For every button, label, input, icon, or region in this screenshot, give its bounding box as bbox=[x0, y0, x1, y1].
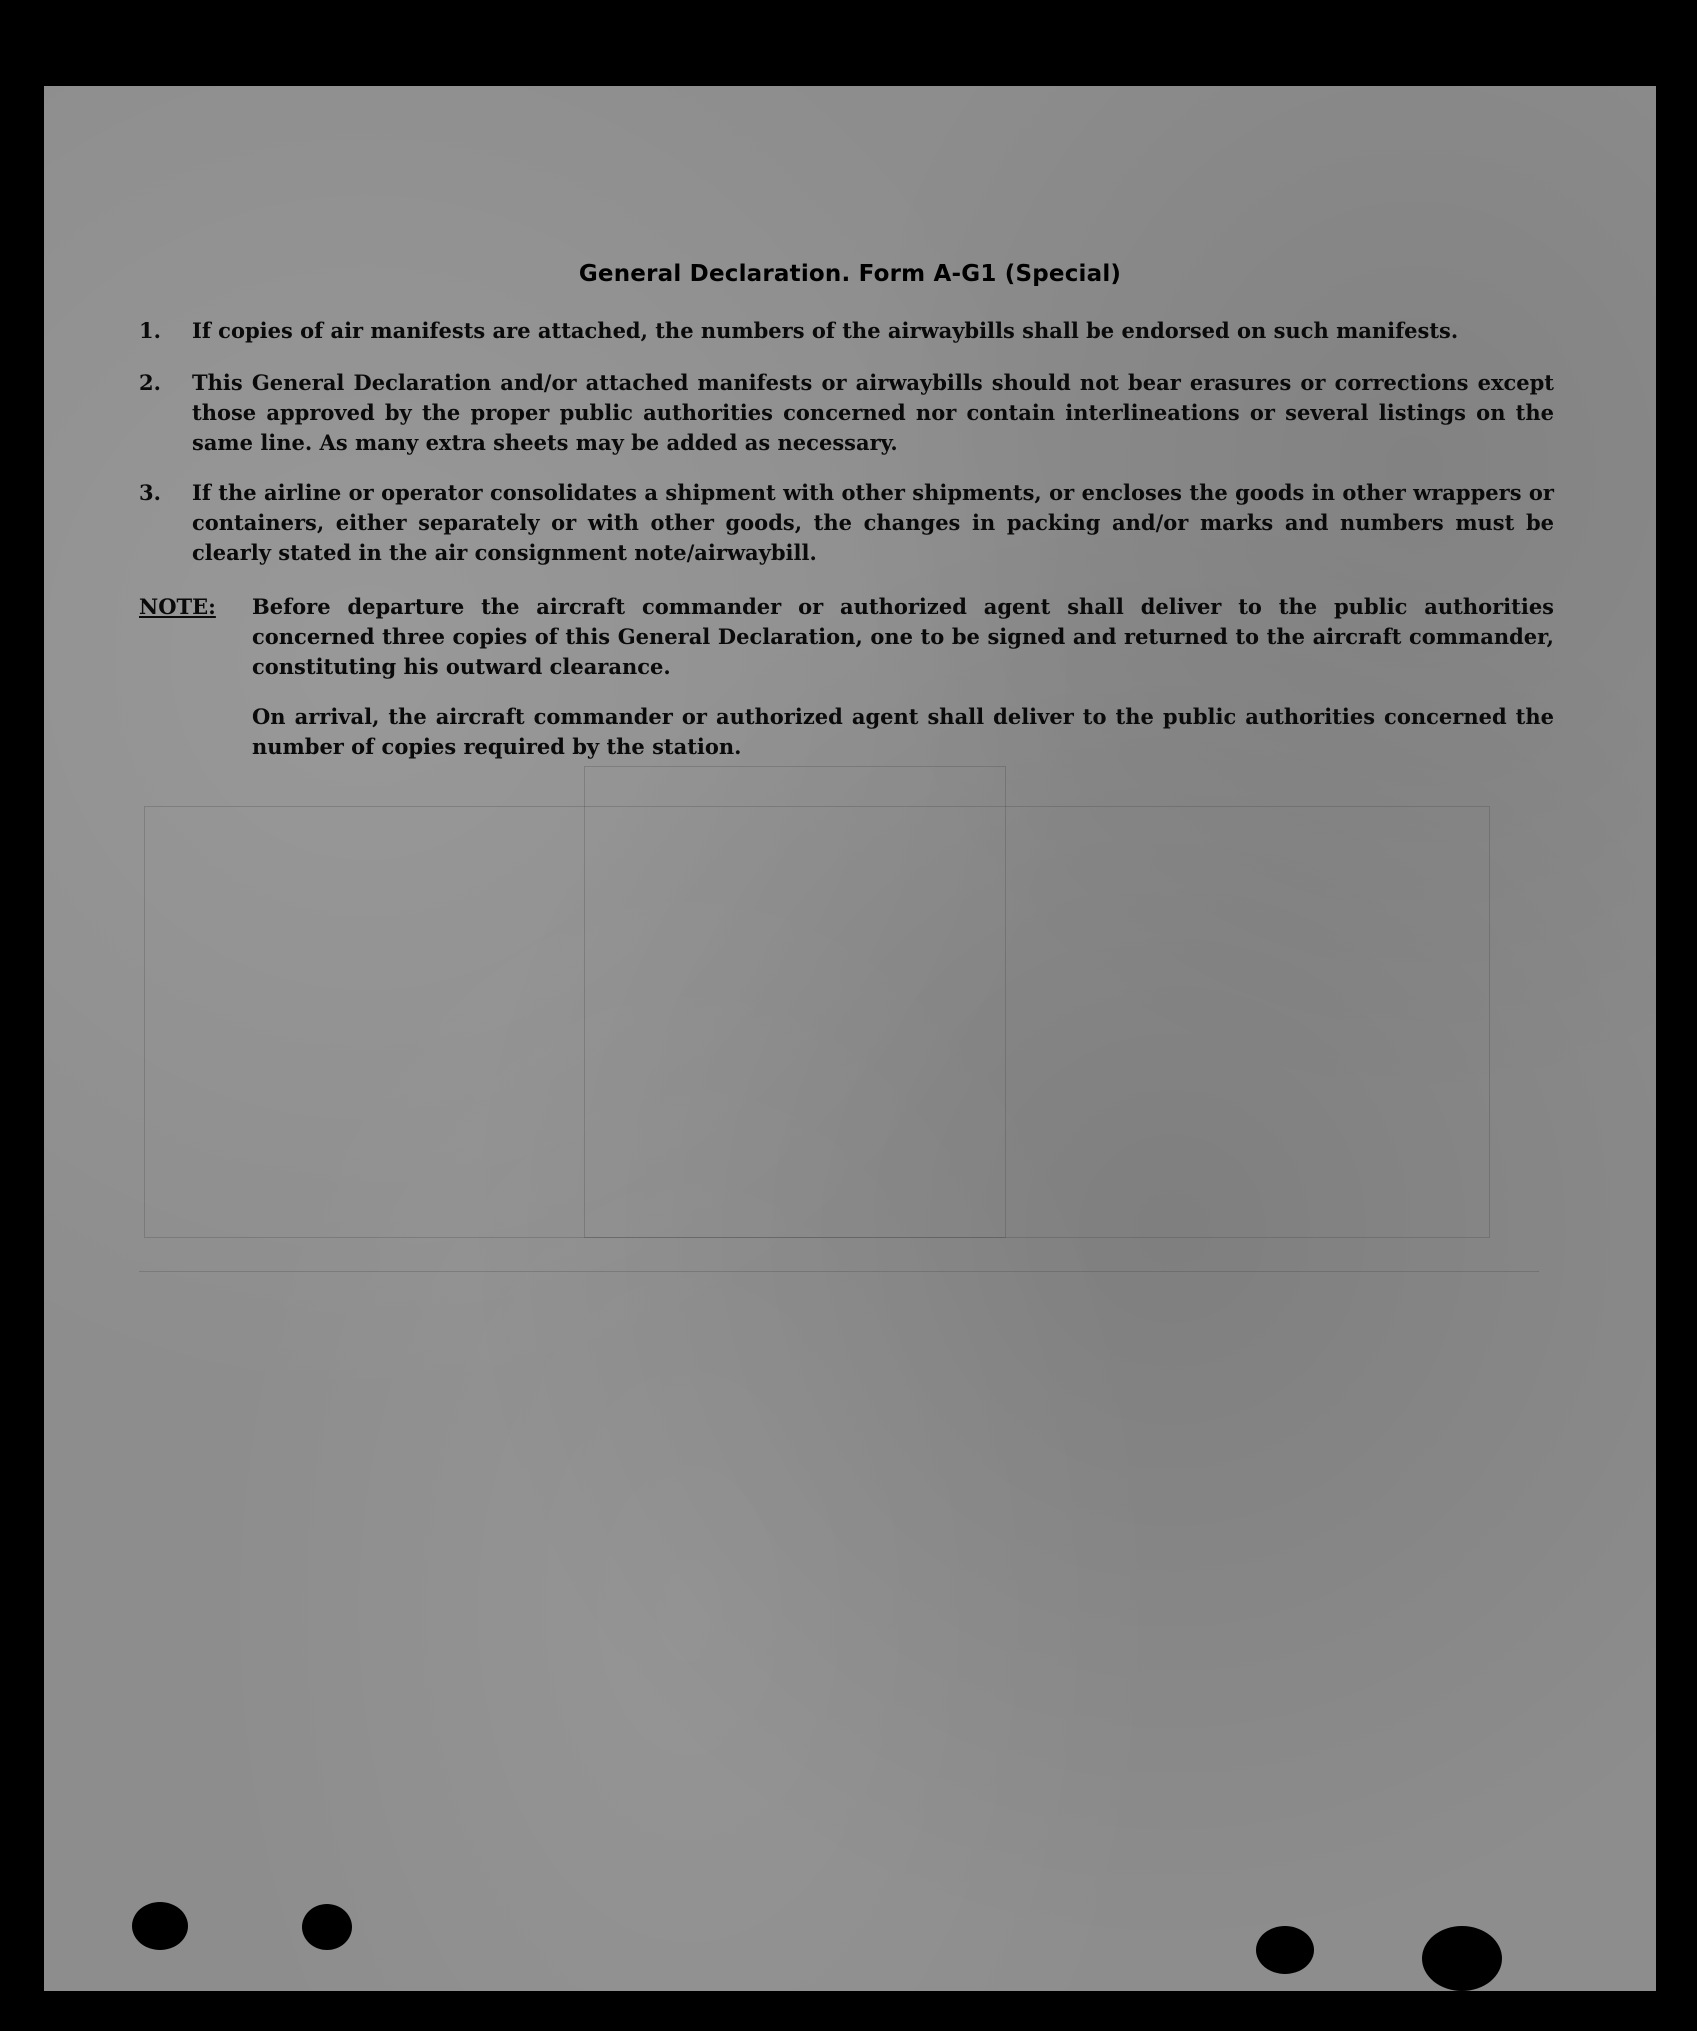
note-paragraph-1: Before departure the aircraft commander or authorized agent shall deliver to the public authorities concerned three copies of this General Declaration, one to be signed and returned to the aircraft commander, constituting his outward clearance. bbox=[252, 594, 1554, 679]
document-page bbox=[44, 86, 1656, 1991]
list-item-text: If copies of air manifests are attached, the numbers of the airwaybills shall be endorsed on such manifests. bbox=[192, 318, 1459, 343]
list-item-1 bbox=[139, 316, 1554, 348]
punch-hole bbox=[132, 1902, 188, 1950]
note-block-2 bbox=[139, 702, 1554, 764]
show-through-rule bbox=[139, 1271, 1539, 1272]
list-item-number: 2. bbox=[139, 370, 161, 395]
show-through-table-inner bbox=[584, 766, 1006, 1238]
note-label: NOTE: bbox=[139, 594, 216, 619]
list-item-3 bbox=[139, 478, 1554, 570]
list-item-2 bbox=[139, 368, 1554, 460]
page-title: General Declaration. Form A-G1 (Special) bbox=[578, 261, 1122, 287]
note-paragraph-2: On arrival, the aircraft commander or authorized agent shall deliver to the public authorities concerned the number of copies required by the station. bbox=[252, 704, 1554, 759]
punch-hole bbox=[1256, 1926, 1314, 1974]
list-item-number: 3. bbox=[139, 480, 161, 505]
list-item-text: If the airline or operator consolidates a shipment with other shipments, or encloses the goods in other wrappers or containers, either separately or with other goods, the changes in packing and/or marks and numbers must be clearly stated in the air consignment note/airwaybill. bbox=[192, 480, 1554, 565]
punch-hole bbox=[302, 1904, 352, 1950]
list-item-number: 1. bbox=[139, 318, 161, 343]
note-block bbox=[139, 592, 1554, 684]
list-item-text: This General Declaration and/or attached manifests or airwaybills should not bear erasures or corrections except those approved by the proper public authorities concerned nor contain interlineations or several listings on the same line. As many extra sheets may be added as necessary. bbox=[192, 370, 1554, 455]
punch-hole bbox=[1422, 1926, 1502, 1991]
